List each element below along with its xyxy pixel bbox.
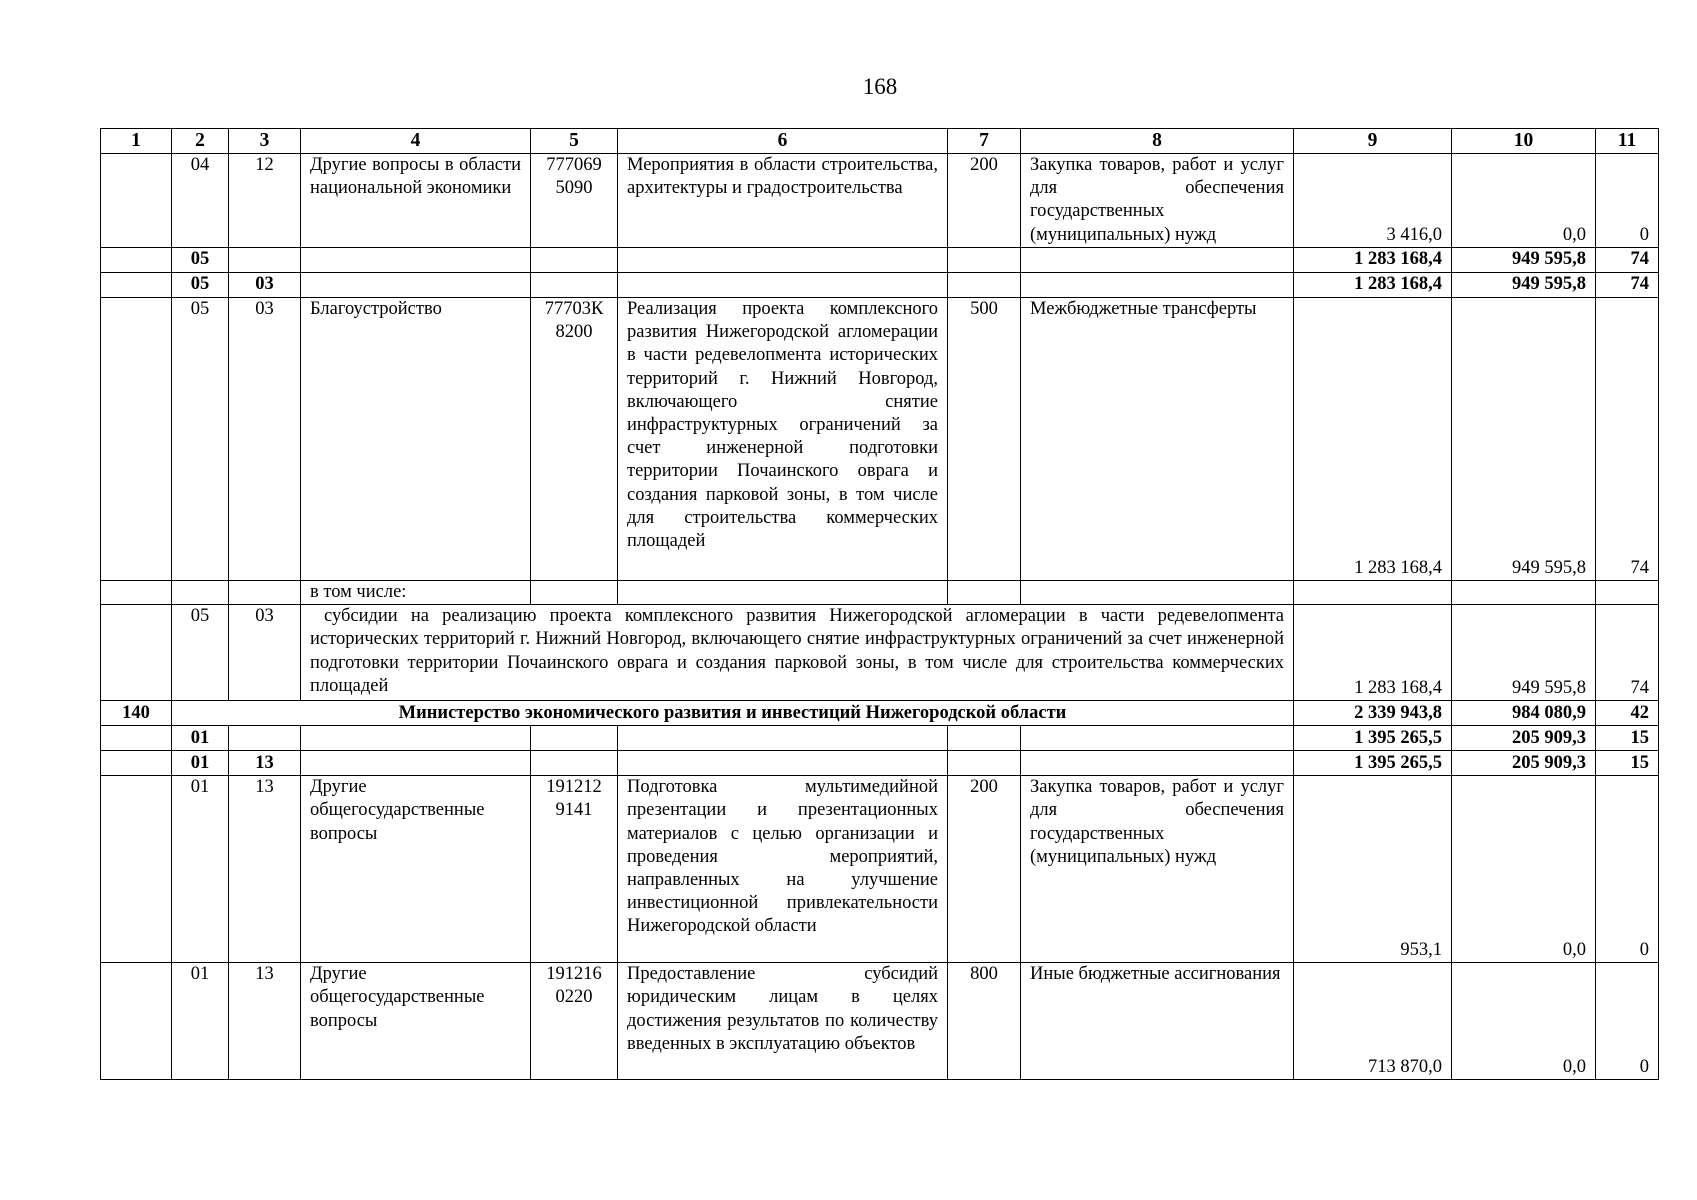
table-cell — [531, 726, 618, 751]
table-cell — [101, 154, 172, 248]
table-cell — [618, 248, 948, 273]
table-cell: Межбюджетные трансферты — [1021, 298, 1294, 581]
table-cell: 200 — [948, 776, 1021, 963]
table-cell: 949 595,8 — [1452, 605, 1596, 701]
table-cell: 0,0 — [1452, 154, 1596, 248]
table-cell — [1294, 581, 1452, 605]
table-cell — [101, 273, 172, 298]
table-cell: 3 416,0 — [1294, 154, 1452, 248]
table-cell: 04 — [172, 154, 229, 248]
table-cell — [948, 581, 1021, 605]
table-cell: 1 283 168,4 — [1294, 298, 1452, 581]
table-cell — [1021, 248, 1294, 273]
table-cell: Предоставление субсидий юридическим лицам в целях достижения результатов по количеству введенных в эксплуатацию объектов — [618, 963, 948, 1080]
table-cell: 1 283 168,4 — [1294, 248, 1452, 273]
table-cell: 1 283 168,4 — [1294, 273, 1452, 298]
table-cell — [229, 726, 301, 751]
table-cell: 05 — [172, 605, 229, 701]
table-cell: 500 — [948, 298, 1021, 581]
table-cell: 1 283 168,4 — [1294, 605, 1452, 701]
table-row — [101, 751, 1659, 776]
table-cell: Иные бюджетные ассигнования — [1021, 963, 1294, 1080]
table-cell: 949 595,8 — [1452, 248, 1596, 273]
table-cell — [531, 273, 618, 298]
table-cell: 13 — [229, 751, 301, 776]
table-cell: Подготовка мультимедийной презентации и презентационных материалов с целью организации и проведения мероприятий, направленных на улучшение инвестиционной привлекательности Нижегородской области — [618, 776, 948, 963]
table-cell: 74 — [1596, 605, 1659, 701]
table-cell: 0 — [1596, 963, 1659, 1080]
header-cell: 8 — [1021, 129, 1294, 154]
table-row — [101, 963, 1659, 1080]
table-cell — [948, 751, 1021, 776]
table-cell — [1596, 581, 1659, 605]
table-cell: 05 — [172, 248, 229, 273]
table-cell: 0 — [1596, 776, 1659, 963]
table-row — [101, 726, 1659, 751]
table-cell: Другие вопросы в области национальной экономики — [301, 154, 531, 248]
table-cell: 13 — [229, 776, 301, 963]
table-cell — [301, 726, 531, 751]
table-row — [101, 248, 1659, 273]
table-cell: Другие общегосударственные вопросы — [301, 776, 531, 963]
table-cell: 140 — [101, 701, 172, 726]
table-cell: 205 909,3 — [1452, 751, 1596, 776]
table-cell: 1 395 265,5 — [1294, 726, 1452, 751]
table-cell — [531, 248, 618, 273]
table-cell: 949 595,8 — [1452, 298, 1596, 581]
table-cell — [301, 248, 531, 273]
table-cell: Реализация проекта комплексного развития Нижегородской агломерации в части редевелопмента исторических территорий г. Нижний Новгород, включающего снятие инфраструктурных ограничений за счет инженерной подготовки территории Почаинского оврага и создания парковой зоны, в том числе для строительства коммерческих площадей — [618, 298, 948, 581]
table-cell: 01 — [172, 776, 229, 963]
table-row — [101, 273, 1659, 298]
header-cell: 11 — [1596, 129, 1659, 154]
header-cell: 3 — [229, 129, 301, 154]
ministry-title: Министерство экономического развития и инвестиций Нижегородской области — [172, 701, 1294, 726]
header-cell: 2 — [172, 129, 229, 154]
table-cell — [101, 726, 172, 751]
table-cell: 03 — [229, 273, 301, 298]
table-cell — [101, 776, 172, 963]
table-cell: 191212 9141 — [531, 776, 618, 963]
table-cell: 777069 5090 — [531, 154, 618, 248]
table-cell: 05 — [172, 298, 229, 581]
table-cell — [301, 273, 531, 298]
table-cell — [101, 581, 172, 605]
table-cell — [229, 581, 301, 605]
table-cell — [618, 581, 948, 605]
table-cell: 74 — [1596, 248, 1659, 273]
table-cell — [101, 605, 172, 701]
table-cell: 01 — [172, 963, 229, 1080]
table-cell: 0,0 — [1452, 776, 1596, 963]
table-cell: 12 — [229, 154, 301, 248]
table-cell — [948, 726, 1021, 751]
table-cell: Другие общегосударственные вопросы — [301, 963, 531, 1080]
table-cell — [229, 248, 301, 273]
table-cell: 0 — [1596, 154, 1659, 248]
table-cell: 15 — [1596, 751, 1659, 776]
table-cell: Благоустройство — [301, 298, 531, 581]
header-cell: 4 — [301, 129, 531, 154]
table-cell — [1021, 751, 1294, 776]
table-cell — [1452, 581, 1596, 605]
table-cell — [618, 751, 948, 776]
table-cell: в том числе: — [301, 581, 531, 605]
header-row — [101, 129, 1659, 154]
table-cell — [1021, 273, 1294, 298]
table-cell: 953,1 — [1294, 776, 1452, 963]
header-cell: 1 — [101, 129, 172, 154]
table-cell: 1 395 265,5 — [1294, 751, 1452, 776]
table-cell — [172, 581, 229, 605]
header-cell: 10 — [1452, 129, 1596, 154]
table-cell: 205 909,3 — [1452, 726, 1596, 751]
header-cell: 9 — [1294, 129, 1452, 154]
table-row — [101, 298, 1659, 581]
header-cell: 7 — [948, 129, 1021, 154]
ministry-row — [101, 701, 1659, 726]
page-number: 168 — [862, 74, 898, 99]
table-cell: 01 — [172, 751, 229, 776]
table-cell: 03 — [229, 298, 301, 581]
table-row — [101, 154, 1659, 248]
table-cell: 191216 0220 — [531, 963, 618, 1080]
table-cell: 713 870,0 — [1294, 963, 1452, 1080]
table-cell: Мероприятия в области строительства, архитектуры и градостроительства — [618, 154, 948, 248]
table-cell: 0,0 — [1452, 963, 1596, 1080]
table-row — [101, 605, 1659, 701]
table-cell — [618, 726, 948, 751]
header-cell: 6 — [618, 129, 948, 154]
budget-table — [100, 128, 1659, 1080]
table-cell: Закупка товаров, работ и услуг для обеспечения государственных (муниципальных) нужд — [1021, 154, 1294, 248]
table-cell — [948, 248, 1021, 273]
table-cell: 15 — [1596, 726, 1659, 751]
table-cell: 800 — [948, 963, 1021, 1080]
table-cell — [948, 273, 1021, 298]
table-cell: 77703К 8200 — [531, 298, 618, 581]
table-cell — [1021, 581, 1294, 605]
table-row — [101, 776, 1659, 963]
table-cell — [301, 751, 531, 776]
table-cell — [531, 751, 618, 776]
table-cell: 05 — [172, 273, 229, 298]
table-cell — [1021, 726, 1294, 751]
table-cell — [101, 751, 172, 776]
table-cell: 200 — [948, 154, 1021, 248]
table-row — [101, 581, 1659, 605]
table-cell: Закупка товаров, работ и услуг для обеспечения государственных (муниципальных) нужд — [1021, 776, 1294, 963]
table-cell: 2 339 943,8 — [1294, 701, 1452, 726]
header-cell: 5 — [531, 129, 618, 154]
table-cell: 74 — [1596, 298, 1659, 581]
table-cell: 42 — [1596, 701, 1659, 726]
table-cell: 13 — [229, 963, 301, 1080]
table-cell: 949 595,8 — [1452, 273, 1596, 298]
table-cell — [101, 298, 172, 581]
table-cell — [618, 273, 948, 298]
table-cell: 03 — [229, 605, 301, 701]
table-cell: 01 — [172, 726, 229, 751]
table-cell: 74 — [1596, 273, 1659, 298]
table-cell: 984 080,9 — [1452, 701, 1596, 726]
table-cell — [101, 248, 172, 273]
table-cell — [101, 963, 172, 1080]
table-cell: субсидии на реализацию проекта комплексного развития Нижегородской агломерации в части редевелопмента исторических территорий г. Нижний Новгород, включающего снятие инфраструктурных ограничений за счет инженерной подготовки территории Почаинского оврага и создания парковой зоны, в том числе для строительства коммерческих площадей — [301, 605, 1294, 701]
table-cell — [531, 581, 618, 605]
